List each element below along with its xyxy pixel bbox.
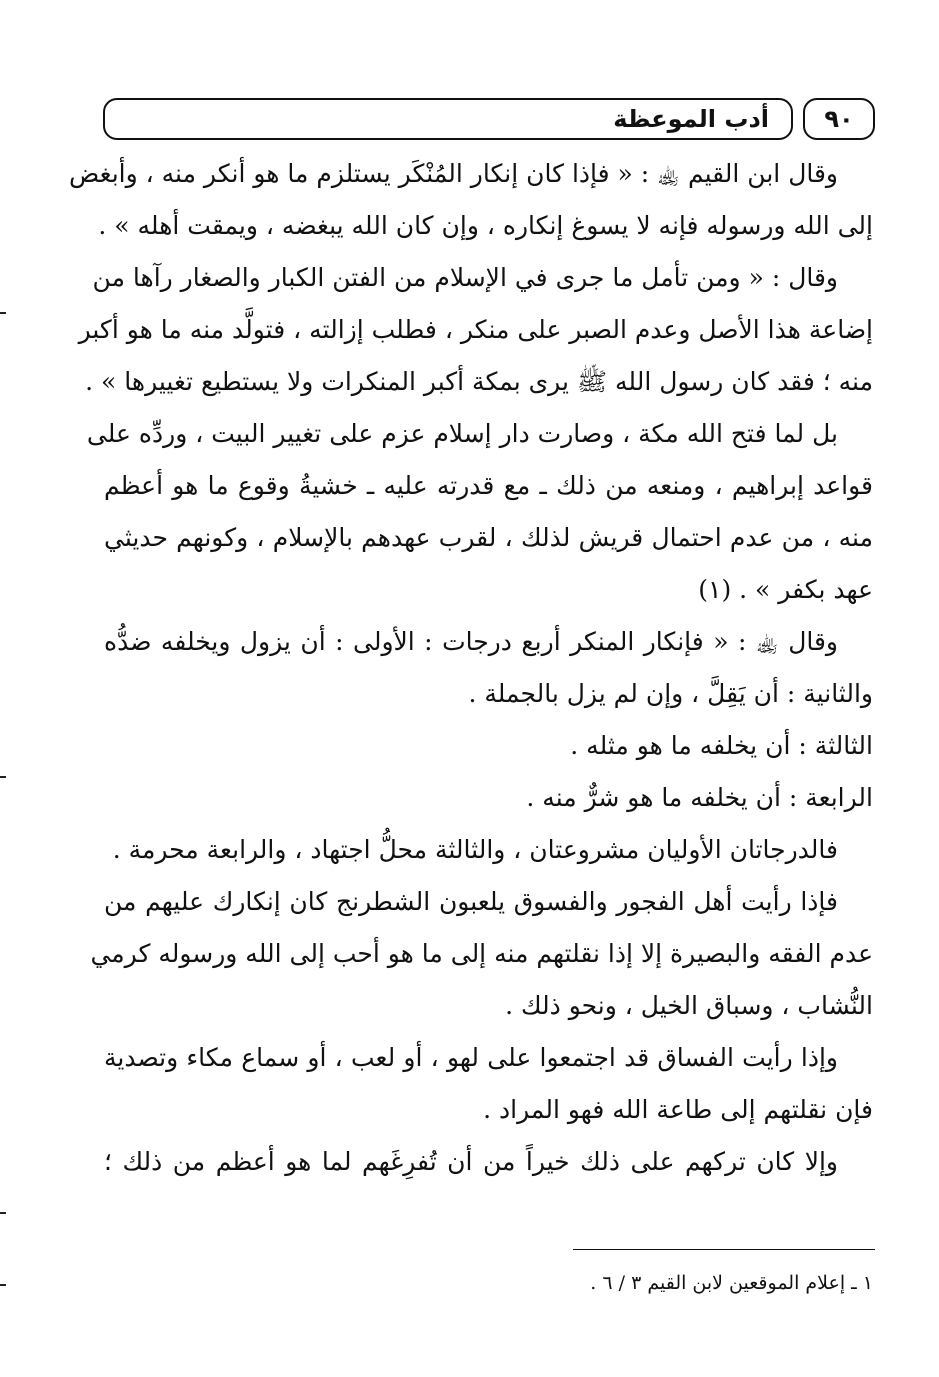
scan-edge-mark [0, 312, 6, 314]
text-line-2: إلى الله ورسوله فإنه لا يسوغ إنكاره ، وإن كان الله يبغضه ، ويمقت أهله » . [98, 211, 873, 240]
running-title-frame [103, 98, 793, 140]
text-line-5: منه ؛ فقد كان رسول الله ﷺ يرى بمكة أكبر المنكرات ولا يستطيع تغييرها » . [85, 367, 873, 396]
text-line-10: وقال ﵀ : « فإنكار المنكر أربع درجات : الأولى : أن يزول ويخلفه ضدُّه [104, 627, 838, 656]
text-line-4: إضاعة هذا الأصل وعدم الصبر على منكر ، فطلب إزالته ، فتولَّد منه ما هو أكبر [78, 315, 873, 344]
text-line-3: وقال : « ومن تأمل ما جرى في الإسلام من الفتن الكبار والصغار رآها من [92, 263, 838, 292]
text-line-17: النُّشاب ، وسباق الخيل ، ونحو ذلك . [505, 991, 873, 1020]
text-line-15: فإذا رأيت أهل الفجور والفسوق يلعبون الشطرنج كان إنكارك عليهم من [104, 887, 838, 916]
text-line-7: قواعد إبراهيم ، ومنعه من ذلك ـ مع قدرته عليه ـ خشيةُ وقوع ما هو أعظم [104, 471, 873, 500]
text-line-12: الثالثة : أن يخلفه ما هو مثله . [570, 731, 873, 760]
page-number-frame [803, 98, 875, 140]
text-line-20: وإلا كان تركهم على ذلك خيراً من أن تُفرِغَهم لما هو أعظم من ذلك ؛ [104, 1147, 838, 1176]
text-line-8: منه ، من عدم احتمال قريش لذلك ، لقرب عهدهم بالإسلام ، وكونهم حديثي [104, 523, 873, 552]
scan-edge-mark [0, 1284, 6, 1286]
text-line-9: عهد بكفر » . (١) [698, 575, 873, 604]
footnote: ١ ـ إعلام الموقعين لابن القيم ٣ / ٦ . [590, 1272, 873, 1294]
text-line-6: بل لما فتح الله مكة ، وصارت دار إسلام عزم على تغيير البيت ، وردِّه على [86, 419, 838, 448]
text-line-18: وإذا رأيت الفساق قد اجتمعوا على لهو ، أو لعب ، أو سماع مكاء وتصدية [104, 1043, 838, 1072]
text-line-1: وقال ابن القيم ﵀ : « فإذا كان إنكار المُنْكَر يستلزم ما هو أنكر منه ، وأبغض [69, 159, 838, 188]
running-title: أدب الموعظة [613, 105, 769, 133]
text-line-11: والثانية : أن يَقِلَّ ، وإن لم يزل بالجملة . [468, 679, 873, 708]
text-line-16: عدم الفقه والبصيرة إلا إذا نقلتهم منه إلى ما هو أحب إلى الله ورسوله كرمي [90, 939, 873, 968]
page-number: ٩٠ [824, 105, 854, 133]
text-line-13: الرابعة : أن يخلفه ما هو شرٌّ منه . [526, 783, 873, 812]
footnote-divider [573, 1249, 875, 1250]
text-line-14: فالدرجاتان الأوليان مشروعتان ، والثالثة محلُّ اجتهاد ، والرابعة محرمة . [112, 835, 838, 864]
text-line-19: فإن نقلتهم إلى طاعة الله فهو المراد . [483, 1095, 873, 1124]
scan-edge-mark [0, 1212, 6, 1214]
scan-edge-mark [0, 776, 6, 778]
